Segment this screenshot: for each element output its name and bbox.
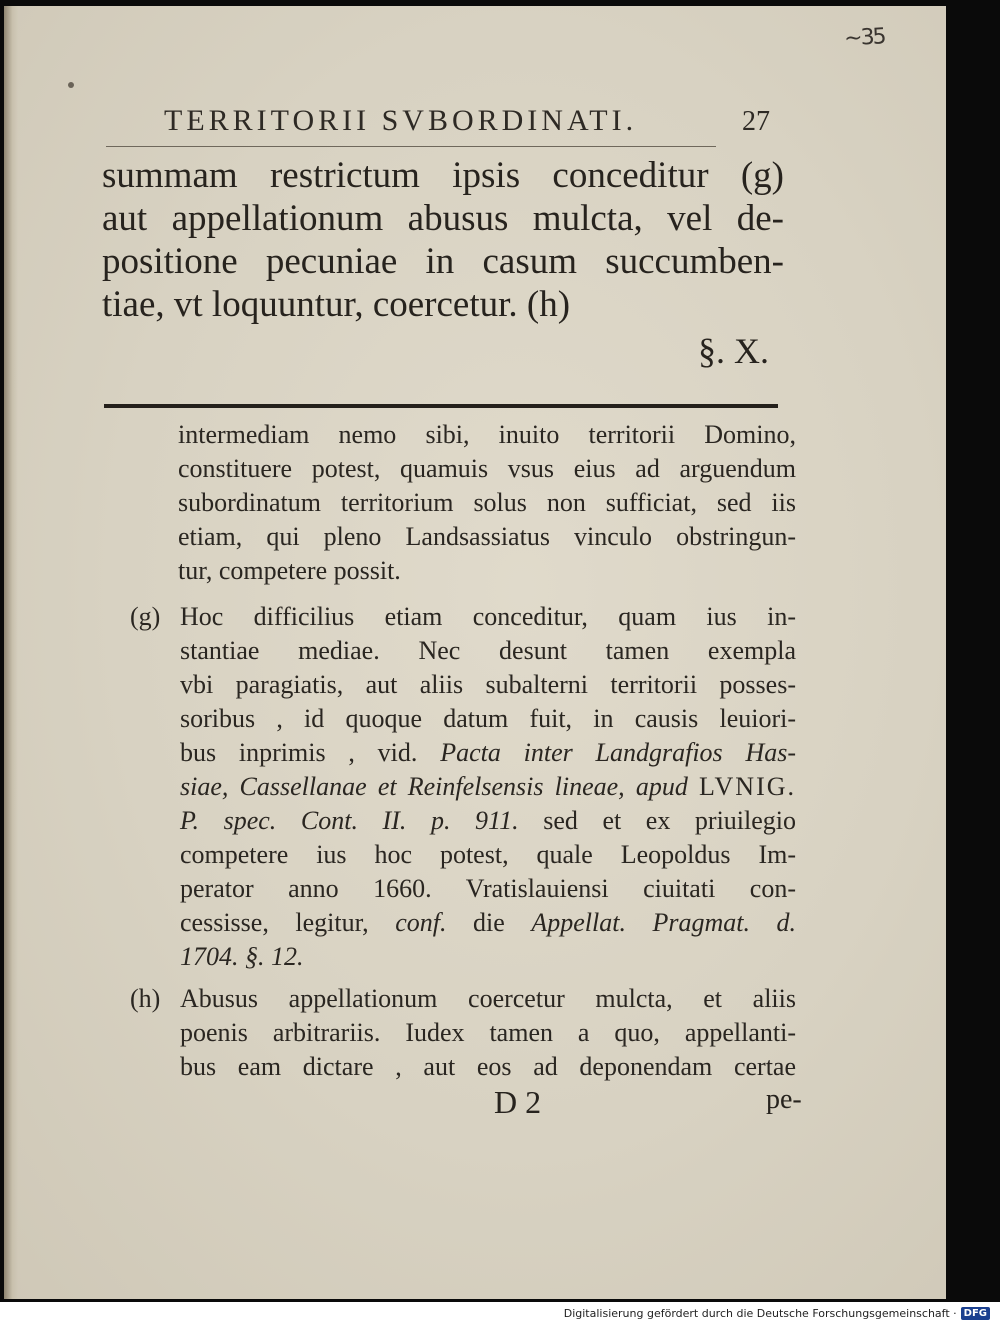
footnote-text: die [473,908,505,937]
footnote-text: bus inprimis , vid. [180,738,418,767]
footnote-line [180,906,796,940]
footnote-line: soribus , id quoque datum fuit, in causis leuiori- [180,704,796,733]
footnote-line: Abusus appellationum coercetur mulcta, et aliis [180,984,796,1013]
footnote-line: bus eam dictare , aut eos ad deponendam certae [180,1052,796,1081]
signature-mark: D 2 [494,1084,542,1120]
footnote-text: cessisse, legitur, [180,908,369,937]
footnote-line: tur, competere possit. [178,556,401,585]
section-heading: §. X. [698,331,769,371]
footnote-line: etiam, qui pleno Landsassiatus vinculo obstringun- [178,522,796,551]
page-number: 27 [742,106,770,137]
footnotes [122,418,796,1092]
header-rule [106,146,716,147]
footnote-h [122,982,796,1084]
footnote-line: constituere potest, quamuis vsus eius ad arguendum [178,454,796,483]
citation-ref: P. spec. Cont. II. p. 911. [180,806,519,835]
footnote-line: stantiae mediae. Nec desunt tamen exempla [180,636,796,665]
footnote-continuation [122,418,796,588]
footnote-line: competere ius hoc potest, quale Leopoldus Im- [180,840,796,869]
dfg-logo-icon: DFG [961,1307,990,1320]
footer-text: Digitalisierung gefördert durch die Deutsche Forschungsgemeinschaft · [563,1306,957,1320]
footnote-rule [104,404,778,408]
running-head: TERRITORII SVBORDINATI. [164,104,638,137]
main-text-line: aut appellationum abusus mulcta, vel de- [102,198,784,239]
footnote-marker: (h) [130,984,161,1013]
main-text-line: positione pecuniae in casum succumben- [102,241,784,282]
footnote-line: Hoc difficilius etiam conceditur, quam ius in- [180,602,796,631]
footnote-line: poenis arbitrariis. Iudex tamen a quo, appellanti- [180,1018,796,1047]
book-page [4,6,946,1299]
citation-title: Appellat. Pragmat. d. [531,908,797,937]
author-name: LVNIG. [699,772,797,801]
footnote-line [180,736,796,770]
citation-ref: 1704. §. 12. [180,942,304,971]
catchword: pe- [766,1084,802,1115]
footnote-text: sed et ex priuilegio [543,806,797,835]
footnote-line: perator anno 1660. Vratislauiensi ciuitati con- [180,874,796,903]
footnote-marker: (g) [130,602,161,631]
footnote-line: subordinatum territorium solus non sufficiat, sed iis [178,488,796,517]
footnote-line [180,804,796,838]
page-spine-shadow [4,6,18,1299]
footnote-line: intermediam nemo sibi, inuito territorii Domino, [178,420,796,449]
footnote-line [180,770,796,804]
citation-title: Pacta inter Landgrafios Has- [440,738,797,767]
digitization-footer [564,1305,990,1321]
footnote-line [180,940,796,974]
ink-dot [68,82,74,88]
footnote-line: vbi paragiatis, aut aliis subalterni territorii posses- [180,670,796,699]
main-text-line: summam restrictum ipsis conceditur (g) [102,155,784,196]
main-text-line: tiae, vt loquuntur, coercetur. (h) [102,284,571,325]
corner-handwritten-mark: ~35 [843,24,886,52]
citation-title: siae, Cassellanae et Reinfelsensis lineae, apud [180,772,688,801]
main-text [102,154,784,326]
footnote-g [122,600,796,974]
citation-ref: conf. [395,908,447,937]
